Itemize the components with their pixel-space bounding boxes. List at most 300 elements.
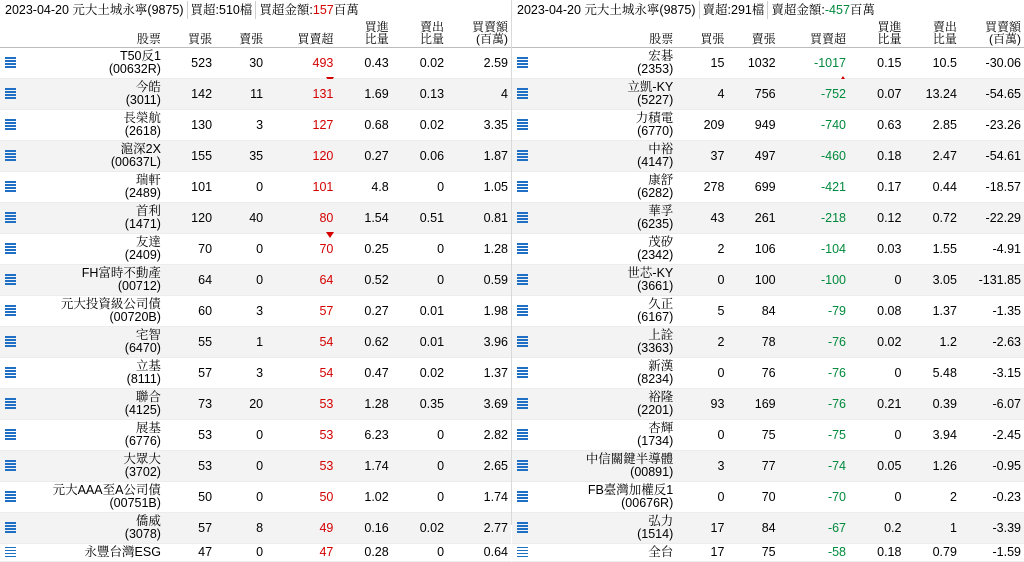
amount-cell: -22.29	[960, 203, 1024, 234]
list-icon[interactable]	[517, 57, 528, 69]
list-icon[interactable]	[517, 212, 528, 224]
stock-name: 瑞軒	[135, 173, 161, 187]
list-icon[interactable]	[5, 57, 16, 69]
buy-ratio-cell: 0.25	[336, 234, 391, 265]
stock-name-cell[interactable]	[531, 234, 676, 265]
buy-panel-header	[0, 0, 511, 20]
list-icon[interactable]	[5, 491, 16, 503]
row-list-icon-cell[interactable]	[0, 296, 19, 327]
col-header-net[interactable]: 買賣超	[779, 20, 849, 48]
sell-lots-cell: 30	[215, 48, 266, 79]
stock-name: T50反1	[119, 49, 161, 63]
net-position-cell: -76	[779, 358, 849, 389]
row-list-icon-cell[interactable]	[0, 203, 19, 234]
list-icon[interactable]	[5, 243, 16, 255]
buy-table-head	[0, 20, 511, 48]
stock-name: FB臺灣加權反1	[587, 483, 674, 497]
buy-ratio-cell: 0	[849, 420, 904, 451]
sell-ratio-cell: 0.44	[904, 172, 959, 203]
stock-name-cell[interactable]	[531, 172, 676, 203]
stock-code: (3363)	[637, 341, 674, 355]
table-row[interactable]	[512, 265, 1024, 296]
amount-cell: -0.23	[960, 482, 1024, 513]
amount-cell: -18.57	[960, 172, 1024, 203]
sell-amount-label: 賣超金額:	[771, 3, 825, 17]
table-row[interactable]	[0, 110, 511, 141]
list-icon[interactable]	[517, 336, 528, 348]
stock-name-cell[interactable]	[531, 482, 676, 513]
list-icon[interactable]	[517, 274, 528, 286]
stock-code: (2201)	[637, 403, 674, 417]
buy-ratio-cell: 1.02	[336, 482, 391, 513]
buy-lots-cell: 57	[164, 358, 215, 389]
buy-lots-cell: 3	[676, 451, 727, 482]
sell-ratio-cell: 0.13	[392, 79, 447, 110]
table-row[interactable]	[512, 234, 1024, 265]
stock-name: 康舒	[648, 173, 674, 187]
stock-name-cell[interactable]	[19, 234, 164, 265]
list-icon[interactable]	[5, 429, 16, 441]
col-header-buy-ratio[interactable]	[336, 20, 391, 48]
buy-lots-cell: 17	[676, 513, 727, 544]
net-position-cell: -70	[779, 482, 849, 513]
sell-ratio-cell: 0.79	[904, 544, 959, 562]
buy-lots-cell: 37	[676, 141, 727, 172]
sell-ratio-cell: 0.39	[904, 389, 959, 420]
sell-lots-cell: 78	[727, 327, 778, 358]
row-list-icon-cell[interactable]	[0, 389, 19, 420]
table-row[interactable]	[512, 389, 1024, 420]
buy-amount-unit: 百萬	[333, 3, 359, 17]
stock-code: (3661)	[637, 279, 674, 293]
table-row[interactable]	[0, 79, 511, 110]
net-position-cell: 47	[266, 544, 336, 562]
list-icon[interactable]	[5, 522, 16, 534]
amount-cell: 0.59	[447, 265, 511, 296]
stock-name-cell[interactable]	[531, 513, 676, 544]
stock-name-cell[interactable]	[19, 389, 164, 420]
stock-name: 長榮航	[123, 111, 161, 125]
row-list-icon-cell[interactable]	[512, 389, 531, 420]
table-row[interactable]	[512, 482, 1024, 513]
stock-name-cell[interactable]	[531, 451, 676, 482]
row-list-icon-cell[interactable]	[512, 420, 531, 451]
sell-lots-cell: 1	[215, 327, 266, 358]
buy-amount-cell	[256, 1, 361, 19]
stock-name: 茂矽	[648, 235, 674, 249]
stock-name-cell[interactable]	[531, 79, 676, 110]
net-position-cell: 57	[266, 296, 336, 327]
sell-ratio-cell: 3.94	[904, 420, 959, 451]
table-row[interactable]	[0, 482, 511, 513]
stock-code: (00676R)	[621, 496, 674, 510]
sell-lots-cell: 756	[727, 79, 778, 110]
row-list-icon-cell[interactable]	[0, 110, 19, 141]
list-icon[interactable]	[517, 243, 528, 255]
amount-cell: 2.65	[447, 451, 511, 482]
stock-name-cell[interactable]	[19, 110, 164, 141]
stock-name: 友達	[135, 235, 161, 249]
sell-ratio-cell: 0.51	[392, 203, 447, 234]
table-row[interactable]	[512, 141, 1024, 172]
table-row[interactable]	[0, 420, 511, 451]
col-header-buy-lots[interactable]: 買張	[676, 20, 727, 48]
buy-lots-cell: 2	[676, 234, 727, 265]
row-list-icon-cell[interactable]	[512, 513, 531, 544]
sell-count-cell	[700, 1, 769, 19]
col-header-amount[interactable]	[447, 20, 511, 48]
stock-name: 立基	[135, 359, 161, 373]
net-position-cell: 54	[266, 327, 336, 358]
col-header-sell-ratio-line1: 賣出	[420, 20, 445, 34]
list-icon[interactable]	[517, 305, 528, 317]
row-list-icon-cell[interactable]	[0, 234, 19, 265]
buy-ratio-cell: 0.02	[849, 327, 904, 358]
table-row[interactable]	[512, 451, 1024, 482]
col-header-amount[interactable]	[960, 20, 1024, 48]
sell-ratio-cell: 2	[904, 482, 959, 513]
stock-name: 元大投資級公司債	[60, 297, 161, 311]
list-icon[interactable]	[5, 398, 16, 410]
buy-lots-cell: 0	[676, 265, 727, 296]
table-row[interactable]	[0, 141, 511, 172]
stock-name: 展基	[135, 421, 161, 435]
stock-code: (3078)	[124, 527, 161, 541]
list-icon[interactable]	[517, 522, 528, 534]
sell-lots-cell: 0	[215, 544, 266, 562]
sell-lots-cell: 497	[727, 141, 778, 172]
row-list-icon-cell[interactable]	[0, 358, 19, 389]
row-list-icon-cell[interactable]	[512, 358, 531, 389]
sell-ratio-cell: 3.05	[904, 265, 959, 296]
stock-name: 久正	[648, 297, 674, 311]
buy-lots-cell: 4	[676, 79, 727, 110]
amount-cell: 1.98	[447, 296, 511, 327]
amount-cell: 2.59	[447, 48, 511, 79]
stock-name-cell[interactable]	[19, 48, 164, 79]
stock-code: (2618)	[124, 124, 161, 138]
row-list-icon-cell[interactable]	[0, 265, 19, 296]
table-row[interactable]	[0, 48, 511, 79]
stock-code: (3702)	[124, 465, 161, 479]
table-row[interactable]	[0, 172, 511, 203]
row-list-icon-cell[interactable]	[0, 482, 19, 513]
list-icon[interactable]	[5, 212, 16, 224]
sell-ratio-cell: 1.55	[904, 234, 959, 265]
row-list-icon-cell[interactable]	[512, 110, 531, 141]
sell-ratio-cell: 0.06	[392, 141, 447, 172]
row-list-icon-cell[interactable]	[0, 327, 19, 358]
buy-lots-cell: 17	[676, 544, 727, 562]
table-row[interactable]	[512, 358, 1024, 389]
amount-cell: 0.81	[447, 203, 511, 234]
net-position-cell: -75	[779, 420, 849, 451]
stock-name-cell[interactable]	[531, 327, 676, 358]
stock-name-cell[interactable]	[531, 110, 676, 141]
table-row[interactable]	[512, 420, 1024, 451]
buy-lots-cell: 47	[164, 544, 215, 562]
buy-ratio-cell: 0	[849, 482, 904, 513]
sell-lots-cell: 8	[215, 513, 266, 544]
sell-ratio-cell: 1.26	[904, 451, 959, 482]
row-list-icon-cell[interactable]	[0, 172, 19, 203]
table-row[interactable]	[0, 358, 511, 389]
list-icon[interactable]	[5, 460, 16, 472]
stock-code: (6282)	[637, 186, 674, 200]
stock-code: (8234)	[637, 372, 674, 386]
table-row[interactable]	[512, 79, 1024, 110]
buy-ratio-cell: 0.05	[849, 451, 904, 482]
list-icon[interactable]	[5, 181, 16, 193]
stock-name-cell[interactable]	[531, 389, 676, 420]
buy-lots-cell: 2	[676, 327, 727, 358]
sell-lots-cell: 261	[727, 203, 778, 234]
stock-name: 上詮	[648, 328, 674, 342]
net-position-cell: 54	[266, 358, 336, 389]
stock-name: 聯合	[135, 390, 161, 404]
sell-panel-header	[512, 0, 1024, 20]
col-header-sell-lots[interactable]: 賣張	[727, 20, 778, 48]
amount-cell: -54.61	[960, 141, 1024, 172]
stock-code: (2409)	[124, 248, 161, 262]
stock-name: FH富時不動產	[81, 266, 161, 280]
stock-name-cell[interactable]	[19, 513, 164, 544]
stock-name-cell[interactable]	[19, 265, 164, 296]
table-row[interactable]	[0, 203, 511, 234]
stock-name: 滬深2X	[120, 142, 161, 156]
row-list-icon-cell[interactable]	[0, 79, 19, 110]
sell-ratio-cell: 2.85	[904, 110, 959, 141]
stock-name-cell[interactable]	[19, 79, 164, 110]
list-icon[interactable]	[517, 491, 528, 503]
amount-cell: -30.06	[960, 48, 1024, 79]
sell-ratio-cell: 0.02	[392, 513, 447, 544]
list-icon[interactable]	[517, 429, 528, 441]
sell-amount-unit: 百萬	[849, 3, 875, 17]
stock-name-cell[interactable]	[531, 265, 676, 296]
table-row[interactable]	[512, 327, 1024, 358]
stock-name-cell[interactable]	[19, 203, 164, 234]
stock-name: 力積電	[635, 111, 674, 125]
table-row[interactable]	[0, 327, 511, 358]
stock-name-cell[interactable]	[19, 358, 164, 389]
net-position-cell: -460	[779, 141, 849, 172]
row-list-icon-cell[interactable]	[512, 265, 531, 296]
stock-name-cell[interactable]	[531, 420, 676, 451]
buy-lots-cell: 523	[164, 48, 215, 79]
stock-name-cell[interactable]	[19, 420, 164, 451]
amount-cell: -4.91	[960, 234, 1024, 265]
stock-name-cell[interactable]	[19, 482, 164, 513]
list-icon[interactable]	[517, 150, 528, 162]
sell-ratio-cell: 0	[392, 420, 447, 451]
buy-ratio-cell: 0.63	[849, 110, 904, 141]
table-row[interactable]	[512, 544, 1024, 562]
stock-code: (4147)	[637, 155, 674, 169]
buy-lots-cell: 15	[676, 48, 727, 79]
stock-name-cell[interactable]	[19, 544, 164, 562]
list-icon[interactable]	[5, 88, 16, 100]
buy-lots-cell: 64	[164, 265, 215, 296]
buy-lots-cell: 70	[164, 234, 215, 265]
table-row[interactable]	[0, 544, 511, 562]
sell-ratio-cell: 0.02	[392, 48, 447, 79]
list-icon[interactable]	[5, 305, 16, 317]
row-list-icon-cell[interactable]	[0, 451, 19, 482]
sell-ratio-cell: 0.02	[392, 358, 447, 389]
table-row[interactable]	[0, 389, 511, 420]
row-list-icon-cell[interactable]	[512, 203, 531, 234]
row-list-icon-cell[interactable]	[0, 544, 19, 562]
net-position-cell: -58	[779, 544, 849, 562]
list-icon[interactable]	[5, 150, 16, 162]
amount-cell: 4	[447, 79, 511, 110]
table-row[interactable]	[0, 234, 511, 265]
stock-name-cell[interactable]	[19, 172, 164, 203]
sell-lots-cell: 70	[727, 482, 778, 513]
buy-ratio-cell: 0.18	[849, 141, 904, 172]
stock-name: 元大AAA至A公司債	[52, 483, 161, 497]
amount-cell: -131.85	[960, 265, 1024, 296]
list-icon[interactable]	[517, 119, 528, 131]
stock-name-cell[interactable]	[531, 358, 676, 389]
sell-lots-cell: 35	[215, 141, 266, 172]
table-row[interactable]	[512, 172, 1024, 203]
sell-ratio-cell: 0.01	[392, 327, 447, 358]
row-list-icon-cell[interactable]	[512, 234, 531, 265]
col-header-sell-ratio[interactable]	[904, 20, 959, 48]
stock-code: (5227)	[637, 93, 674, 107]
row-list-icon-cell[interactable]	[0, 141, 19, 172]
table-row[interactable]	[0, 296, 511, 327]
table-row[interactable]	[512, 203, 1024, 234]
list-icon[interactable]	[517, 181, 528, 193]
stock-name-cell[interactable]	[531, 296, 676, 327]
row-list-icon-cell[interactable]	[512, 141, 531, 172]
col-header-stock[interactable]: 股票	[19, 20, 164, 48]
row-list-icon-cell[interactable]	[512, 79, 531, 110]
stock-name: 世芯-KY	[627, 266, 674, 280]
list-icon[interactable]	[5, 119, 16, 131]
row-list-icon-cell[interactable]	[512, 296, 531, 327]
stock-code: (6470)	[124, 341, 161, 355]
amount-cell: 2.82	[447, 420, 511, 451]
list-icon[interactable]	[5, 547, 16, 559]
list-icon[interactable]	[517, 398, 528, 410]
table-row[interactable]	[0, 265, 511, 296]
buy-lots-cell: 120	[164, 203, 215, 234]
table-row[interactable]	[512, 48, 1024, 79]
list-icon[interactable]	[517, 460, 528, 472]
table-row[interactable]	[0, 451, 511, 482]
stock-name-cell[interactable]	[531, 141, 676, 172]
list-icon[interactable]	[517, 547, 528, 559]
buy-ratio-cell: 1.69	[336, 79, 391, 110]
amount-cell: 2.77	[447, 513, 511, 544]
buy-ratio-cell: 0.07	[849, 79, 904, 110]
buy-lots-cell: 101	[164, 172, 215, 203]
stock-name-cell[interactable]	[531, 203, 676, 234]
buy-ratio-cell: 0.2	[849, 513, 904, 544]
table-row[interactable]	[512, 110, 1024, 141]
net-position-cell: 53	[266, 420, 336, 451]
col-header-sell-ratio-line1: 賣出	[932, 20, 957, 34]
stock-code: (2342)	[637, 248, 674, 262]
col-header-stock[interactable]: 股票	[531, 20, 676, 48]
list-icon[interactable]	[5, 274, 16, 286]
buy-ratio-cell: 0.18	[849, 544, 904, 562]
amount-cell: 3.35	[447, 110, 511, 141]
net-position-cell: -752	[779, 79, 849, 110]
stock-name-cell[interactable]	[19, 451, 164, 482]
list-icon[interactable]	[5, 336, 16, 348]
list-icon[interactable]	[5, 367, 16, 379]
amount-cell: 1.37	[447, 358, 511, 389]
col-header-sell-ratio[interactable]	[392, 20, 447, 48]
stock-code: (3011)	[125, 93, 161, 107]
stock-code: (00632R)	[108, 62, 161, 76]
amount-cell: -3.15	[960, 358, 1024, 389]
list-icon[interactable]	[517, 88, 528, 100]
row-list-icon-cell[interactable]	[512, 48, 531, 79]
buy-lots-cell: 209	[676, 110, 727, 141]
stock-name-cell[interactable]	[19, 327, 164, 358]
stock-code: (1514)	[637, 527, 674, 541]
stock-name-cell[interactable]	[531, 48, 676, 79]
stock-name: 僑威	[135, 514, 161, 528]
amount-cell: 1.87	[447, 141, 511, 172]
buy-lots-cell: 278	[676, 172, 727, 203]
row-list-icon-cell[interactable]	[512, 482, 531, 513]
stock-name-cell[interactable]	[19, 296, 164, 327]
col-header-sell-lots[interactable]: 賣張	[215, 20, 266, 48]
table-row[interactable]	[512, 296, 1024, 327]
stock-code: (00891)	[630, 465, 674, 479]
row-list-icon-cell[interactable]	[0, 513, 19, 544]
row-list-icon-cell[interactable]	[512, 544, 531, 562]
amount-cell: 3.96	[447, 327, 511, 358]
buy-lots-cell: 55	[164, 327, 215, 358]
table-row[interactable]	[512, 513, 1024, 544]
col-header-buy-lots[interactable]: 買張	[164, 20, 215, 48]
stock-name: 宏碁	[648, 49, 674, 63]
col-header-buy-ratio[interactable]	[849, 20, 904, 48]
col-header-amount-line1: 買賣額	[471, 20, 508, 34]
stock-name-cell[interactable]	[531, 544, 676, 562]
table-row[interactable]	[0, 513, 511, 544]
buy-ratio-cell: 0	[849, 265, 904, 296]
list-icon[interactable]	[517, 367, 528, 379]
amount-cell: -3.39	[960, 513, 1024, 544]
col-header-icon	[512, 20, 531, 48]
amount-cell: -2.45	[960, 420, 1024, 451]
amount-cell: 3.69	[447, 389, 511, 420]
stock-code: (00720B)	[109, 310, 161, 324]
sell-panel-title: 2023-04-20 元大土城永寧(9875)	[514, 1, 700, 19]
col-header-buy-ratio-line1: 買進	[364, 20, 389, 34]
row-list-icon-cell[interactable]	[0, 48, 19, 79]
row-list-icon-cell[interactable]	[512, 172, 531, 203]
col-header-net[interactable]: 買賣超	[266, 20, 336, 48]
row-list-icon-cell[interactable]	[512, 451, 531, 482]
row-list-icon-cell[interactable]	[512, 327, 531, 358]
sell-table-head	[512, 20, 1024, 48]
row-list-icon-cell[interactable]	[0, 420, 19, 451]
stock-name-cell[interactable]	[19, 141, 164, 172]
stock-code: (4125)	[124, 403, 161, 417]
sell-lots-cell: 20	[215, 389, 266, 420]
buy-panel-title: 2023-04-20 元大土城永寧(9875)	[2, 1, 188, 19]
